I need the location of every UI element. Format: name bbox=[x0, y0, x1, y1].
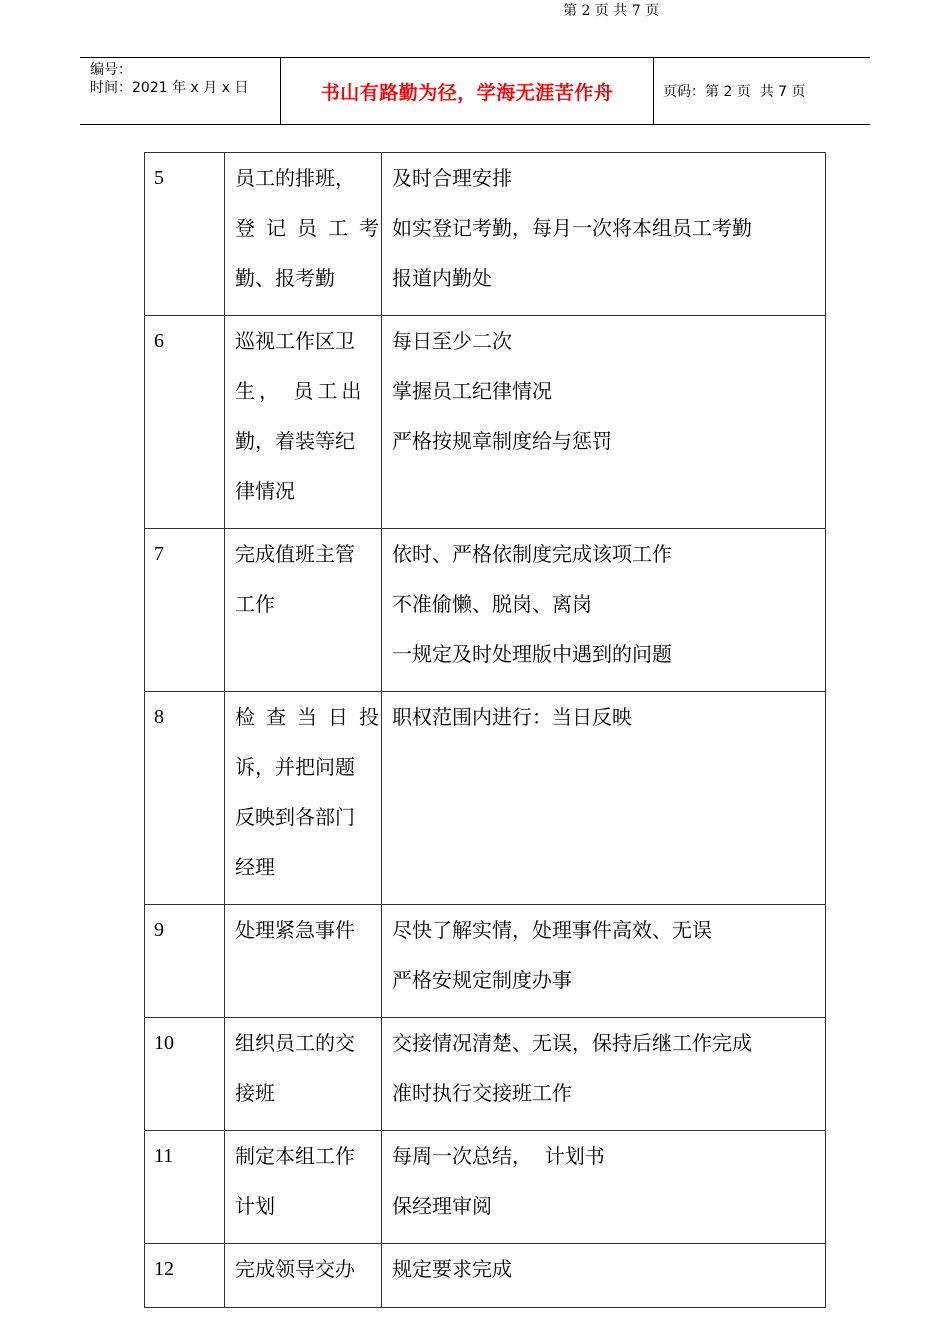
standard-line: 严格安规定制度办事 bbox=[392, 968, 572, 992]
duty-standard bbox=[382, 692, 826, 905]
duty-item-line: 工作 bbox=[235, 592, 275, 616]
duty-item bbox=[225, 529, 382, 692]
standard-line: 如实登记考勤，每月一次将本组员工考勤 bbox=[392, 216, 752, 240]
duty-table bbox=[144, 152, 826, 1308]
duty-item-line: 诉，并把问题 bbox=[235, 755, 355, 779]
standard-line: 职权范围内进行：当日反映 bbox=[392, 705, 632, 729]
duty-standard bbox=[382, 1244, 826, 1308]
duty-item-line: 检查当日投 bbox=[235, 705, 390, 729]
duty-item bbox=[225, 1244, 382, 1308]
table-row bbox=[145, 1018, 826, 1131]
table-row bbox=[145, 153, 826, 316]
row-number: 9 bbox=[145, 905, 225, 1018]
duty-item-line: 反映到各部门 bbox=[235, 805, 355, 829]
page-footer: 第 2 页 共 7 页 bbox=[563, 3, 660, 19]
standard-line: 准时执行交接班工作 bbox=[392, 1081, 572, 1105]
row-number: 12 bbox=[145, 1244, 225, 1308]
standard-line: 掌握员工纪律情况 bbox=[392, 379, 552, 403]
standard-line: 依时、严格依制度完成该项工作 bbox=[392, 542, 672, 566]
duty-standard bbox=[382, 1018, 826, 1131]
page-info-text: 页码：第 2 页 共 7 页 bbox=[663, 84, 806, 100]
standard-line: 不准偷懒、脱岗、离岗 bbox=[392, 592, 592, 616]
standard-line: 报道内勤处 bbox=[392, 266, 492, 290]
row-number: 11 bbox=[145, 1131, 225, 1244]
date-label: 时间：2021 年 x 月 x 日 bbox=[90, 80, 249, 96]
duty-item bbox=[225, 1018, 382, 1131]
row-number: 7 bbox=[145, 529, 225, 692]
duty-standard bbox=[382, 905, 826, 1018]
standard-line: 每日至少二次 bbox=[392, 329, 512, 353]
table-row bbox=[145, 1131, 826, 1244]
duty-standard bbox=[382, 153, 826, 316]
duty-item-line: 律情况 bbox=[235, 479, 295, 503]
duty-item-line: 生， 员工出 bbox=[235, 379, 366, 403]
standard-line: 保经理审阅 bbox=[392, 1194, 492, 1218]
duty-item-line: 制定本组工作 bbox=[235, 1144, 355, 1168]
row-number: 8 bbox=[145, 692, 225, 905]
standard-line: 严格按规章制度给与惩罚 bbox=[392, 429, 612, 453]
duty-item-line: 员工的排班， bbox=[235, 166, 355, 190]
duty-item-line: 勤、报考勤 bbox=[235, 266, 335, 290]
duty-item bbox=[225, 1131, 382, 1244]
table-row bbox=[145, 529, 826, 692]
header-page-info bbox=[654, 58, 870, 124]
table-row bbox=[145, 905, 826, 1018]
standard-line: 每周一次总结， 计划书 bbox=[392, 1144, 605, 1168]
header-meta bbox=[80, 58, 281, 124]
duty-item-line: 勤，着装等纪 bbox=[235, 429, 355, 453]
standard-line: 一规定及时处理版中遇到的问题 bbox=[392, 642, 672, 666]
duty-standard bbox=[382, 316, 826, 529]
row-number: 10 bbox=[145, 1018, 225, 1131]
duty-item-line: 完成值班主管 bbox=[235, 542, 355, 566]
standard-line: 交接情况清楚、无误，保持后继工作完成 bbox=[392, 1031, 752, 1055]
row-number: 6 bbox=[145, 316, 225, 529]
standard-line: 及时合理安排 bbox=[392, 166, 512, 190]
standard-line: 规定要求完成 bbox=[392, 1257, 512, 1281]
duty-item bbox=[225, 153, 390, 316]
duty-item bbox=[225, 692, 390, 905]
duty-standard bbox=[382, 529, 826, 692]
table-row bbox=[145, 692, 826, 905]
duty-item-line: 登记员工考 bbox=[235, 216, 390, 240]
table-row bbox=[145, 1244, 826, 1308]
duty-item-line: 组织员工的交 bbox=[235, 1031, 355, 1055]
row-number: 5 bbox=[145, 153, 225, 316]
duty-item-line: 完成领导交办 bbox=[235, 1257, 355, 1281]
duty-item-line: 计划 bbox=[235, 1194, 275, 1218]
header-motto: 书山有路勤为径，学海无涯苦作舟 bbox=[281, 58, 654, 124]
table-row bbox=[145, 316, 826, 529]
duty-item-line: 巡视工作区卫 bbox=[235, 329, 355, 353]
duty-item bbox=[225, 905, 382, 1018]
standard-line: 尽快了解实情，处理事件高效、无误 bbox=[392, 918, 712, 942]
duty-item-line: 接班 bbox=[235, 1081, 275, 1105]
duty-item-line: 处理紧急事件 bbox=[235, 918, 355, 942]
page-header bbox=[80, 57, 870, 125]
serial-number-label: 编号： bbox=[90, 62, 132, 78]
duty-item bbox=[225, 316, 382, 529]
duty-item-line: 经理 bbox=[235, 855, 275, 879]
duty-standard bbox=[382, 1131, 826, 1244]
